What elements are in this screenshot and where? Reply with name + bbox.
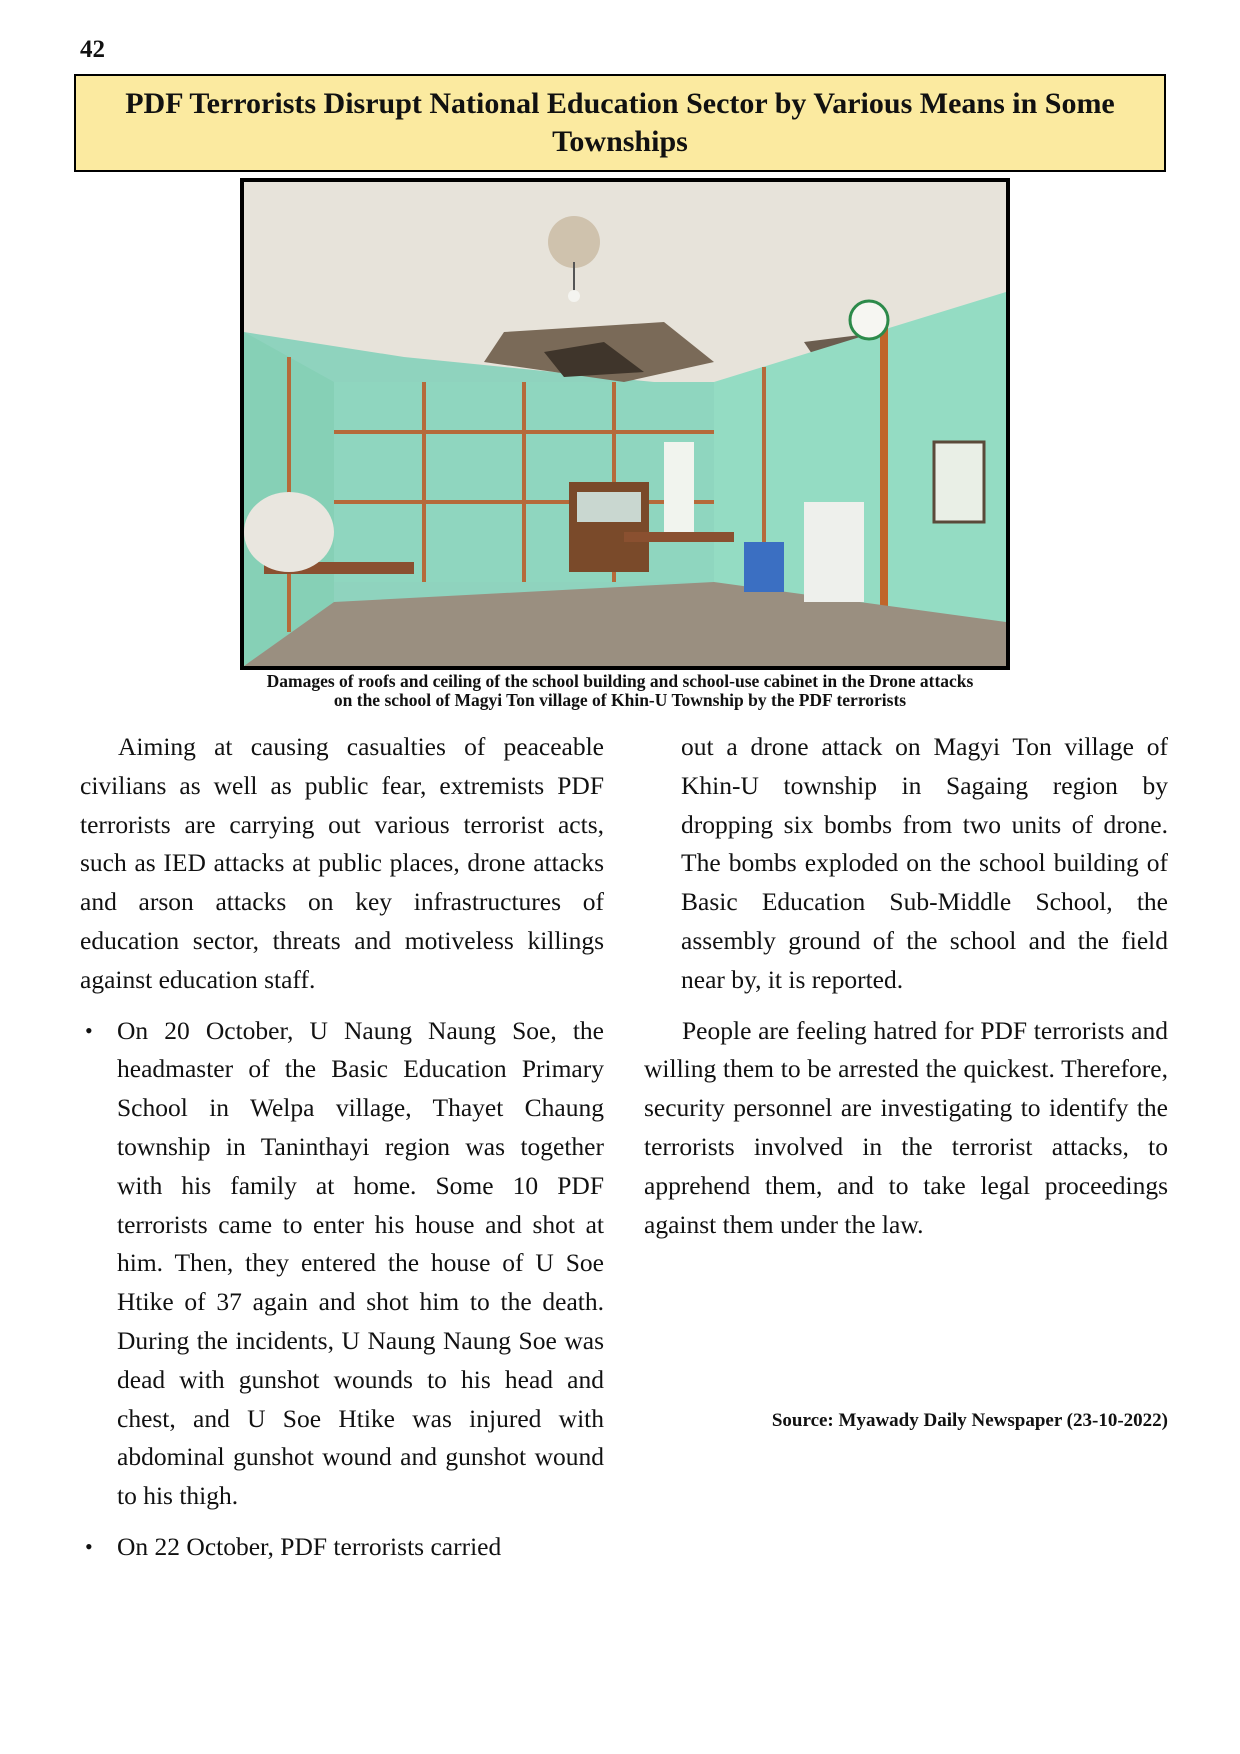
right-column: [644, 728, 1168, 1244]
list-item: [80, 1012, 604, 1516]
left-column: [80, 728, 604, 1567]
caption-line-2: on the school of Magyi Ton village of Khin-U Township by the PDF terrorists: [333, 690, 907, 710]
bullet-text-2-start: On 22 October, PDF terrorists carried: [117, 1531, 502, 1561]
list-item: [80, 1528, 604, 1567]
damaged-classroom-photo: [244, 182, 1006, 666]
article-title: PDF Terrorists Disrupt National Education Sector by Various Means in Some Townships: [125, 87, 1115, 158]
bullet-text-1: On 20 October, U Naung Naung Soe, the headmaster of the Basic Education Primary School in Welpa village, Thayet Chaung township in Taninthayi region was together with his family at home. Some 10 PDF terrorists came to enter his house and shot at him. Then, they entered the house of U Soe Htike of 37 again and shot him to the death. During the incidents, U Naung Naung Soe was dead with gunshot wounds to his head and chest, and U Soe Htike was injured with abdominal gunshot wound and gunshot wound to his thigh.: [117, 1015, 604, 1511]
article-photo: [240, 178, 1010, 670]
caption-line-1: Damages of roofs and ceiling of the school building and school-use cabinet in the Drone attacks: [266, 671, 974, 691]
bullet-text-2-continued: out a drone attack on Magyi Ton village of Khin-U township in Sagaing region by dropping six bombs from two units of drone. The bombs exploded on the school building of Basic Education Sub-Middle School, the assembly ground of the school and the field near by, it is reported.: [681, 732, 1168, 994]
page-number: 42: [80, 36, 105, 63]
closing-paragraph: People are feeling hatred for PDF terrorists and willing them to be arrested the quickest. Therefore, security personnel are investigating to identify the terrorists involved in the terrorist attacks, to apprehend them, and to take legal proceedings against them under the law.: [644, 1015, 1168, 1239]
bullet-icon: •: [85, 1017, 93, 1043]
title-box: [74, 74, 1166, 172]
bullet-icon: •: [85, 1533, 93, 1559]
source-credit: Source: Myawady Daily Newspaper (23-10-2022): [771, 1410, 1168, 1431]
photo-caption: [100, 672, 1140, 710]
intro-paragraph: Aiming at causing casualties of peaceable civilians as well as public fear, extremists PDF terrorists are carrying out various terrorist acts, such as IED attacks at public places, drone attacks and arson attacks on key infrastructures of education sector, threats and motiveless killings against education staff.: [80, 732, 604, 994]
